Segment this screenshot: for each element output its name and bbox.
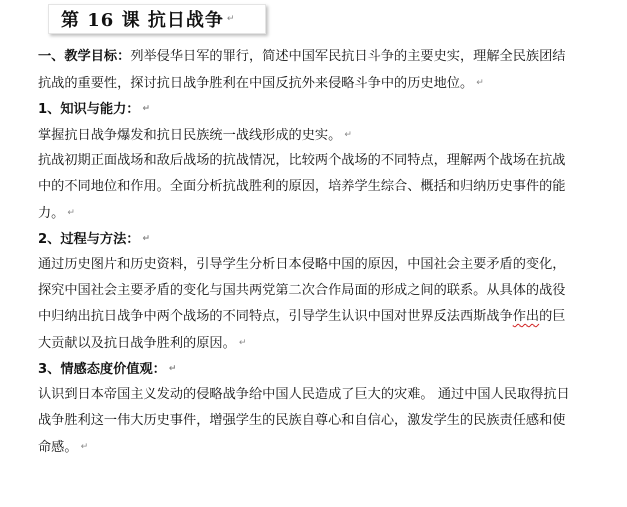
knowledge-line-2: 抗战初期正面战场和敌后战场的抗战情况，比较两个战场的不同特点，理解两个战场在抗战 bbox=[38, 153, 566, 168]
objectives-line-1 bbox=[38, 44, 620, 70]
paragraph-mark-icon: ↵ bbox=[168, 364, 177, 374]
section-heading-values: 3、情感态度价值观： ↵ bbox=[38, 362, 177, 377]
knowledge-line-1: 掌握抗日战争爆发和抗日民族统一战线形成的史实。 ↵ bbox=[38, 128, 352, 143]
process-line-3: 中归纳出抗日战争中两个战场的不同特点，引导学生认识中国对世界反法西斯战争作出的巨 bbox=[38, 309, 566, 324]
knowledge-line-4: 力。 ↵ bbox=[38, 206, 75, 221]
process-line-2: 探究中国社会主要矛盾的变化与国共两党第二次合作局面的形成之间的联系。从具体的战役 bbox=[38, 283, 566, 298]
section-heading-knowledge: 1、知识与能力： ↵ bbox=[38, 102, 151, 117]
values-line-1: 认识到日本帝国主义发动的侵略战争给中国人民造成了巨大的灾难。 通过中国人民取得抗日 bbox=[38, 387, 570, 402]
objectives-text-1: 列举侵华日军的罪行，简述中国军民抗日斗争的主要史实，理解全民族团结 bbox=[130, 49, 566, 64]
values-line-3: 命感。 ↵ bbox=[38, 440, 89, 455]
paragraph-mark-icon: ↵ bbox=[142, 104, 151, 114]
paragraph-mark-icon: ↵ bbox=[80, 442, 89, 452]
paragraph-mark-icon: ↵ bbox=[476, 78, 484, 88]
knowledge-line-3: 中的不同地位和作用。全面分析抗战胜利的原因，培养学生综合、概括和归纳历史事件的能 bbox=[38, 179, 566, 194]
paragraph-mark-icon: ↵ bbox=[238, 338, 247, 348]
paragraph-mark-icon: ↵ bbox=[142, 234, 151, 244]
lesson-title-box bbox=[48, 4, 266, 34]
spellcheck-underlined-word: 作出 bbox=[512, 309, 540, 324]
paragraph-mark-icon: ↵ bbox=[67, 208, 75, 218]
process-line-1: 通过历史图片和历史资料，引导学生分析日本侵略中国的原因，中国社会主要矛盾的变化， bbox=[38, 257, 566, 272]
objectives-label: 一、教学目标： bbox=[38, 49, 131, 64]
objectives-line-2 bbox=[38, 70, 620, 96]
paragraph-mark-icon: ↵ bbox=[226, 14, 235, 24]
paragraph-mark-icon: ↵ bbox=[344, 130, 352, 140]
lesson-title: 第 16 课 抗日战争 bbox=[61, 10, 224, 31]
process-line-4: 大贡献以及抗日战争胜利的原因。 ↵ bbox=[38, 336, 247, 351]
values-line-2: 战争胜利这一伟大历史事件，增强学生的民族自尊心和自信心，激发学生的民族责任感和使 bbox=[38, 413, 566, 428]
document-body bbox=[38, 44, 620, 460]
objectives-text-2: 抗战的重要性，探讨抗日战争胜利在中国反抗外来侵略斗争中的历史地位。 bbox=[38, 76, 474, 91]
section-heading-process: 2、过程与方法： ↵ bbox=[38, 232, 151, 247]
